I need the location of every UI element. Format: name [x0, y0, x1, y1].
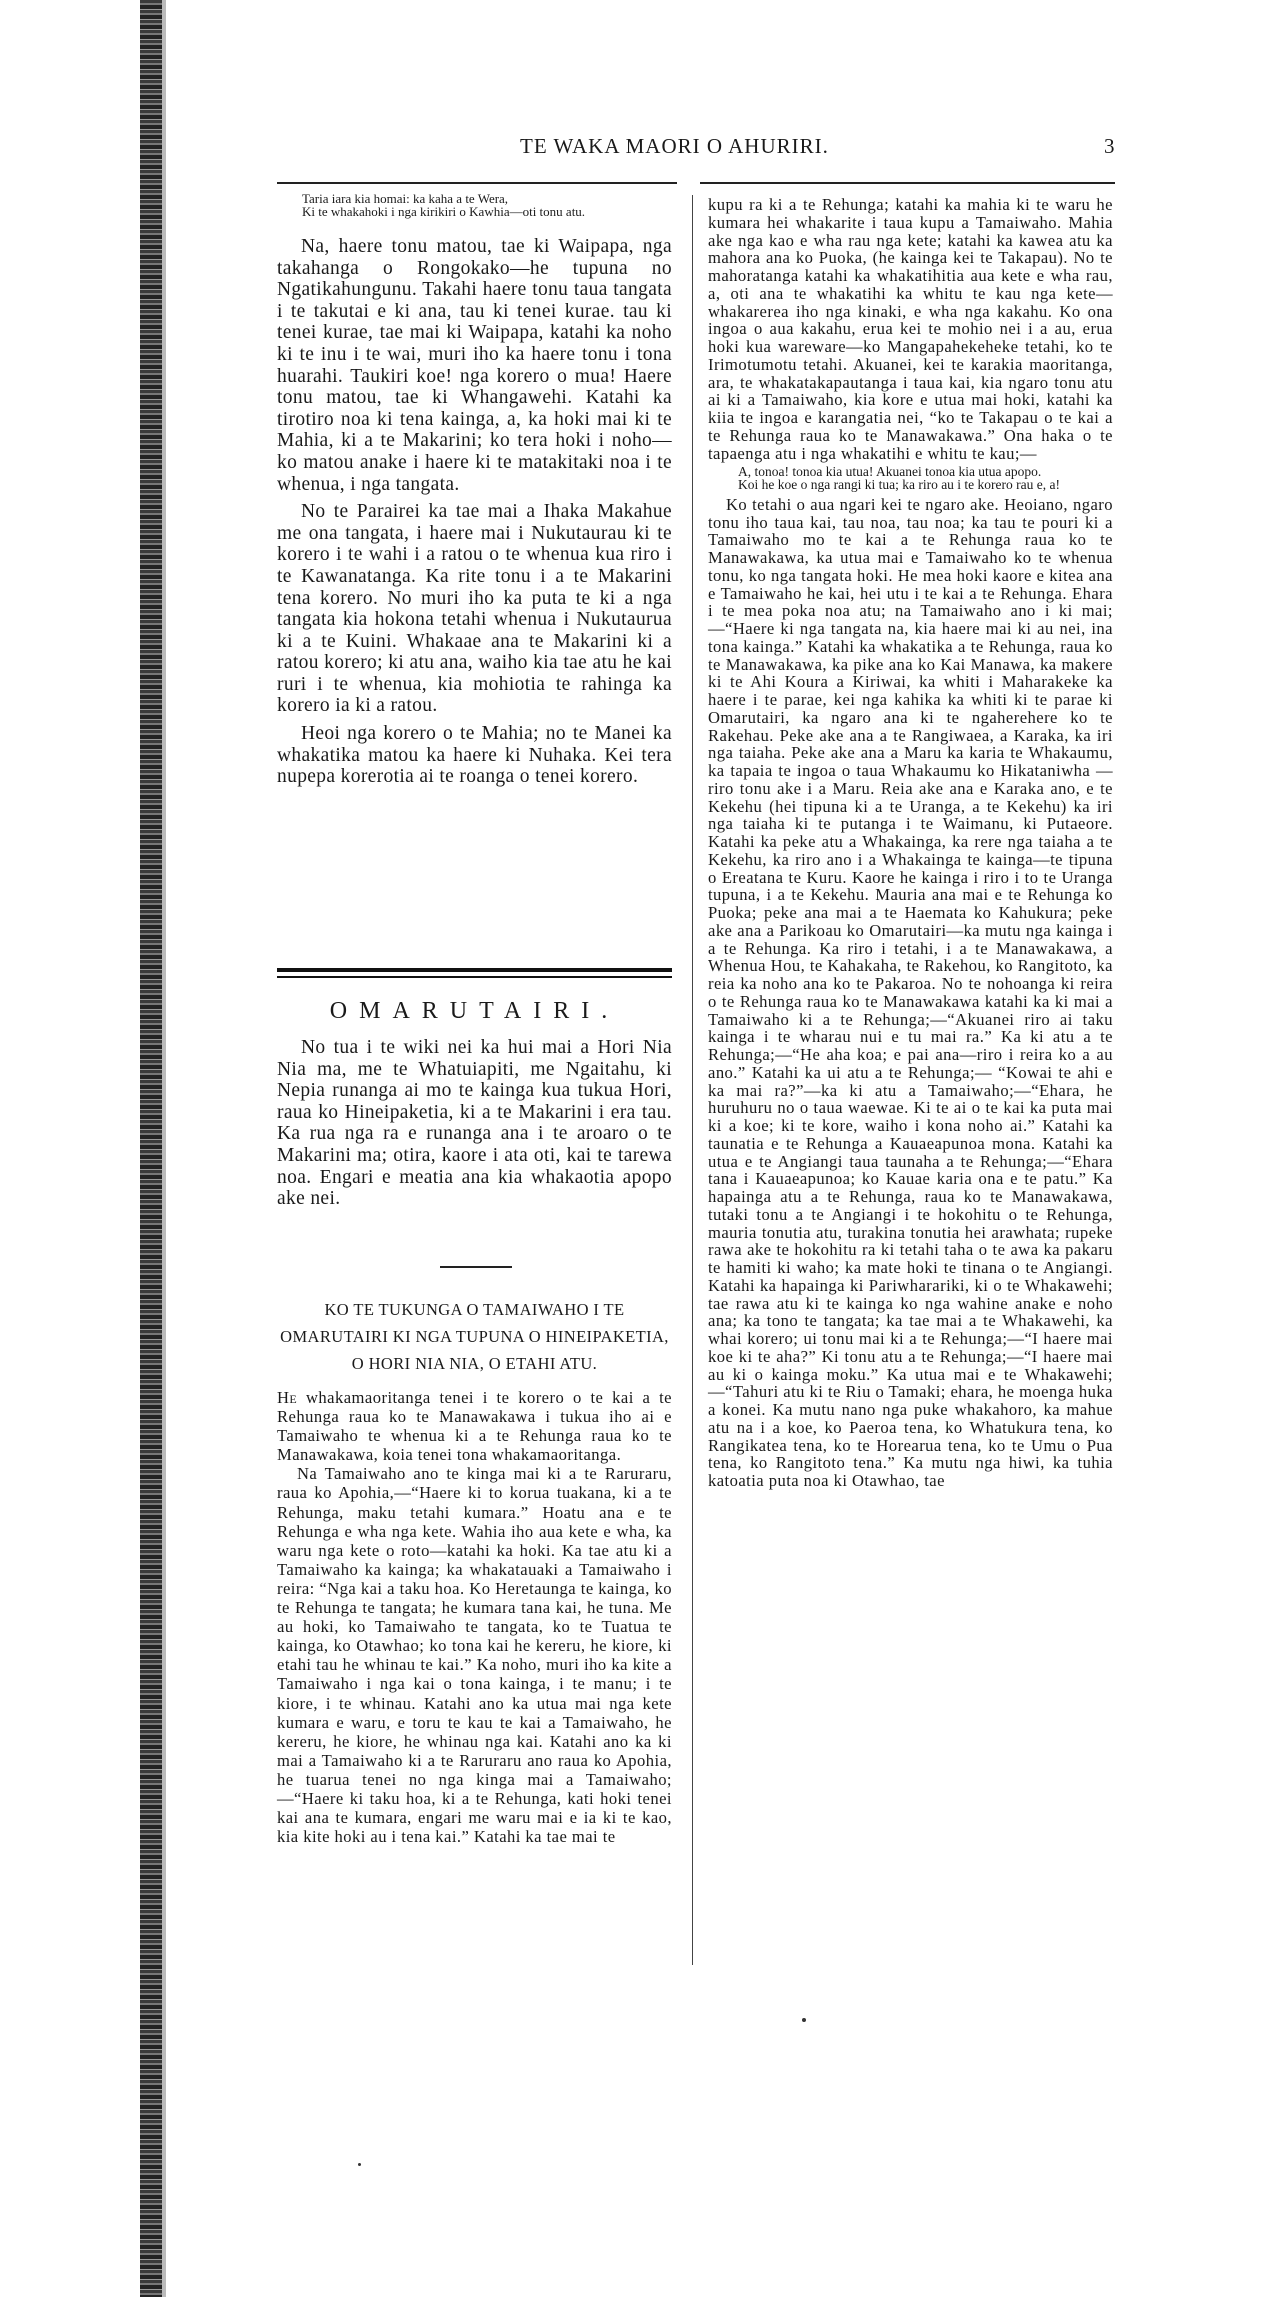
header-rule-right — [700, 182, 1115, 184]
haka-verse — [708, 466, 1113, 492]
page-binding-edge — [140, 0, 162, 2297]
paragraph: Ko tetahi o aua ngari kei te ngaro ake. Heoiano, ngaro tonu iho taua kai, tau noa, tau noa; ka tau te pouri ki a Tamaiwaho mo te kai a te Rehunga raua ko te Manawakawa, ka utua mai e Tamaiwaho ko te whenua tonu, ko nga tangata hoki. He mea hoki kaore e kitea ana e Tamaiwaho he kai, hei utu i te kai a te Rehunga. Ehara i te mea poka noa atu; na Tamaiwaho ano i ki mai;—“Haere ki nga tangata na, kia haere mai ki au nei, ina tona kainga.” Katahi ka whakatika a te Rehunga, raua ko te Manawakawa, ka pike ana ko Kai Manawa, ka makere ki te Ahi Koura a Kiriwai, ka whiti i Maharakeke ka haere i te parae, kei nga kahika ka whiti ki te parae ki Omarutairi, ka ngaro ana ki te ngaherehere ko te Rakehau. Peke ake ana a te Rangiwaea, a Karaka, ka iri nga taiaha. Peke ake ana a Maru ka karia te Whakaumu, ka tapaia te ingoa o taua Whakaumu ko Hikataniwha —riro tonu ake i a Maru. Reia ake ana e Karaka ano, e te Kekehu (hei tipuna ki a te Uranga, a te Kekehu) ka iri nga taiaha ki te putanga i te Waimanu, ki Putaeore. Katahi ka peke atu a Whakainga, ka rere nga taiaha a te Kekehu, ka riro ano i a Whakainga te kainga—te tipuna o Ereatana te Kuru. Kaore he kainga i riro i to te Uranga tupuna, i a te Kekehu. Mauria ana mai e te Rehunga ko Puoka; peke ana mai a te Haemata ko Kahukura; peke ake ana a Parikoau ko Omarutairi—ka mutu nga kainga i a te Rehunga. Ka riro i tetahi, i a te Manawakawa, a Whenua Hou, te Kahakaha, te Rakehou, ko Rangitoto, ka reia ka noho ana ko te Pakaroa. No te nohoanga ki reira o te Rehunga raua ko te Manawakawa katahi ka ki mai a Tamaiwaho ki a te Rehunga;—“Akuanei riro ai taku kainga i te wharau nui e tu mai ra.” Ka ki atu a te Rehunga;—“He aha koa; e pai ana—riro i reira ko a au ano.” Katahi ka ui atu a te Rehunga;— “Kowai te ahi e ka mai ra?”—ka ki atu a Tamaiwaho;—“Ehara, he huruhuru no o taua waewae. Ki te ai o te kai ka puta mai ki a koe; ki te kore, waiho i kona noho ai.” Katahi ka taunatia e te Rehunga a Kauaeapunoa mona. Katahi ka utua e te Angiangi taua taunaha a te Rehunga;—“Ehara tana i Kauaeapunoa; ko Kauae karia ona e te patu.” Ka hapainga atu a te Rehunga, raua ko te Manawakawa, tutaki tonu a te Angiangi i te hokohitu o te Rehunga, mauria tonutia atu, turakina tonutia hei arawhata; rupeke rawa ake te hokohitu ra ki tetahi taha o te awa ka pakaru te hamiti ki waho; ka mate hoki te tinana o te Angiangi. Katahi ka hapainga ki Pariwharariki, ki o te Whakawehi; tae rawa atu ki te kainga ko nga wahine anake e noho ana; ka tono te tangata; ka tae mai a te Whakawehi, ka whai korero; ui tonu mai ki a te Rehunga;—“I haere mai koe ki te aha?” Ki tonu atu a te Rehunga;—“I haere mai au ki o kainga moku.” Ka utua mai e te Whakawehi;—“Tahuri atu ki te Riu o Tamaki; ehara, he moenga huka a konei. Ka mutu nano nga puke whakahoro, ka mahue atu na i a koe, ko Paeroa tena, ko Whatukura tena, ko Rangikatea tena, ko te Horearua tena, ko te Umu o Pua tena, ko Rangitoto tena.” Ka mutu nga hiwi, ka tuhia katoatia puta noa ki Otawhao, tae — [708, 494, 1113, 1491]
section-double-rule — [277, 968, 672, 978]
section-heading-omarutairi: OMARUTAIRI. — [329, 998, 620, 1024]
paragraph: Na, haere tonu matou, tae ki Waipapa, nga takahanga o Rongokako—he tupuna no Ngatikahungunu. Takahi haere tonu taua tangata i te takutai e ki ana, tau ki tenei kurae. tau ki tenei kurae, tae mai ki Waipapa, katahi ka noho ki te inu i te wai, muri iho ka haere tonu i tona huarahi. Taukiri koe! nga korero o mua! Haere tonu matou, tae ki Whangawehi. Katahi ka tirotiro noa ki tena kainga, a, ka hoki mai ki te Mahia, ki a te Makarini; ko tera hoki i noho—ko matou anake i haere ki te matakitaki noa i te whenua, i nga tangata. — [277, 236, 672, 495]
article-mahia — [277, 236, 672, 794]
page-binding-shadow — [162, 0, 166, 2297]
lead-word: He — [277, 1388, 298, 1407]
column-divider — [692, 195, 693, 1965]
verse-line: Taria iara kia homai: ka kaha a te Wera, — [302, 191, 509, 206]
article-tukunga-continued — [708, 196, 1113, 1490]
paragraph: Na Tamaiwaho ano te kinga mai ki a te Raruraru, raua ko Apohia,—“Haere ki to korua tuakana, ki a te Rehunga, maku tetahi kumara.” Hoatu ana e te Rehunga e wha nga kete. Wahia iho aua kete e wha, ka waru nga kete o roto—katahi ka hoki. Ka tae atu ki a Tamaiwaho ka kainga; ka whakatauaki a Tamaiwaho i reira: “Nga kai a taku hoa. Ko Heretaunga te kainga, ko te Rehunga te tangata; he kumara tana kai, he tuna. Me au hoki, ko Tamaiwaho te tangata, ko te Tuatua te kainga, ko Otawhao; ko tona kai he kereru, he kiore, ki etahi tau he whinau te kai.” Ka noho, muri iho ka kite a Tamaiwaho i nga kai o tona kainga, i te manu; i te kiore, i te whinau. Katahi ano ka utua mai nga kete kumara e waru, e toru te kau te kai a Tamaiwaho, he kereru, he kiore, he whinau nga kai. Katahi ano ka ki mai a Tamaiwaho ki a te Raruraru ano raua ko Apohia, he tuarua tenei no nga kinga mai a Tamaiwaho;—“Haere ki taku hoa, ki a te Rehunga, kati hoki tenei kai ana te kumara, engari me waru mai e ia ki te kao, kia kite hoki au i tena kai.” Katahi ka tae mai te — [277, 1464, 672, 1847]
article-omarutairi — [277, 1037, 672, 1216]
paragraph — [277, 1388, 672, 1464]
paragraph: No te Parairei ka tae mai a Ihaka Makahue me ona tangata, i haere mai i Nukutaurau ki te korero i te wahi i a ratou o te whenua kua riro i te Kawanatanga. Ka rite tonu i a te Makarini tena korero. No muri iho ka puta te ki a nga tangata kia hokona tetahi whenua i Nukutaurua ki a te Kuini. Whakaae ana te Makarini ki a ratou korero; ki atu ana, waiho kia tae atu he kai ruri i te whenua, kia mohiotia te rahinga ka korero ia ki a ratou. — [277, 501, 672, 717]
paragraph: Heoi nga korero o te Mahia; no te Manei ka whakatika matou ka haere ki Nuhaka. Kei tera nupepa korerotia ai te roanga o tenei korero. — [277, 723, 672, 788]
paragraph: kupu ra ki a te Rehunga; katahi ka mahia ki te waru he kumara hei whakarite i taua kupu a Tamaiwaho. Mahia ake nga kao e wha rau nga kete; katahi ka kawea atu ka mahora ana ko Puoka, (he kainga kei te Takapau). No te mahoratanga katahi ka whakatihitia aua kete e wha rau, a, oti ana te whakatihi ka whitu te kau nga kete—whakarerea iho nga kinaki, e wha nga kakahu. Ko ona ingoa o aua kakahu, erua kei te mohio nei i a au, erua hoki kua wareware—ko Mangapahekeheke tetahi, ko te Irimotumotu tetahi. Akuanei, kei te karakia maoritanga, ara, te whakatakapautanga i taua kai, kia ngaro tonu atu ai ki a Tamaiwaho, kia kore e utua mai hoki, katahi ka kiia te ingoa e karangatia nei, “ko te Takapau o te kai a te Rehunga raua ko te Manawakawa.” Ona haka o te tapaenga atu i nga whakatihi e whitu te kau;— — [708, 195, 1113, 463]
print-speck — [802, 2018, 806, 2022]
newspaper-title: TE WAKA MAORI O AHURIRI. — [520, 134, 829, 158]
short-rule — [440, 1266, 512, 1268]
paragraph-text: whakamaoritanga tenei i te korero o te kai a te Rehunga raua ko te Manawakawa i tukua iho ai e Tamaiwaho te whenua ki a te Rehunga raua ko te Manawakawa, koia tenei tona whakamaoritanga. — [277, 1388, 672, 1465]
verse-quote — [302, 193, 672, 218]
section-heading-tukunga: KO TE TUKUNGA O TAMAIWAHO I TE OMARUTAIRI KI NGA TUPUNA O HINEIPAKETIA, O HORI NIA NIA, O ETAHI ATU. — [280, 1300, 669, 1373]
verse-line: Ki te whakahoki i nga kirikiri o Kawhia—oti tonu atu. — [302, 203, 586, 219]
verse-line: Koi he koe o nga rangi ki tua; ka riro au i te korero rau e, a! — [738, 477, 1061, 493]
paragraph: No tua i te wiki nei ka hui mai a Hori Nia Nia ma, me te Whatuiapiti, me Ngaitahu, ki Nepia runanga ai mo te kainga kua tukua Hori, raua ko Hineipaketia, ki a te Makarini i era tau. Ka rua nga ra e runanga ana i te aroaro o te Makarini ma; otira, kaore i ata oti, kai te tarewa noa. Engari e meatia ana kia whakaotia apopo ake nei. — [277, 1037, 672, 1210]
page-number: 3 — [1104, 134, 1115, 158]
header-rule-left — [277, 182, 677, 184]
verse-line: A, tonoa! tonoa kia utua! Akuanei tonoa kia utua apopo. — [738, 464, 1042, 480]
print-speck — [358, 2163, 361, 2166]
article-tukunga — [277, 1388, 672, 1846]
